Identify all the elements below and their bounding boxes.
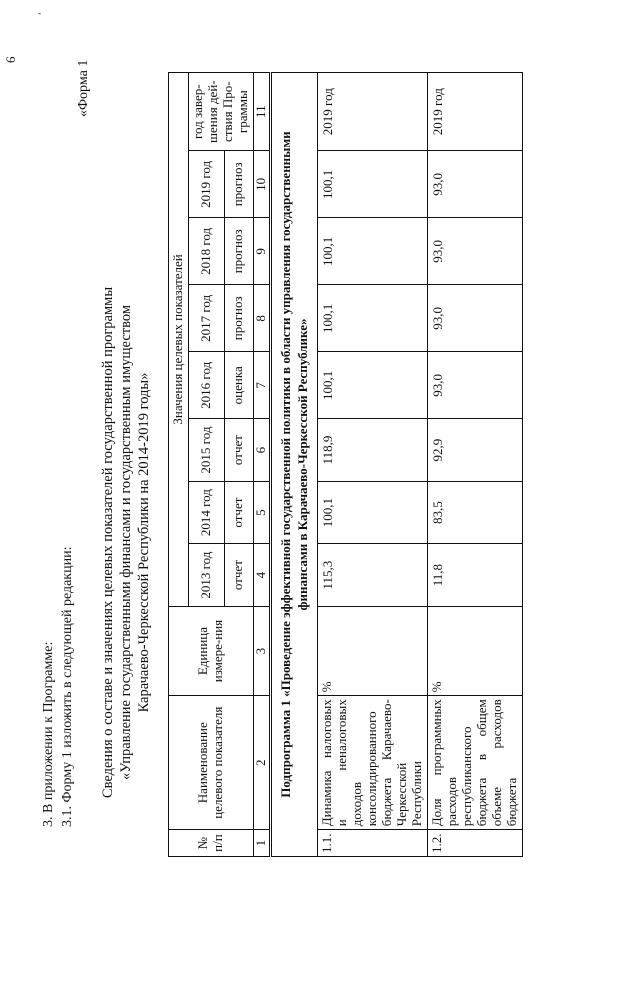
heading-line-1: Сведения о составе и значениях целевых показателей государственной программы <box>100 286 116 799</box>
column-number: 5 <box>253 481 270 544</box>
heading-line-3: Карачаево-Черкесской Республики на 2014-2019 годы» <box>136 372 152 713</box>
header-2018: 2018 год <box>188 218 224 285</box>
heading-line-2: «Управление государственными финансами и государственным имуществом <box>118 304 134 781</box>
row-value: 93,0 <box>427 285 522 352</box>
header-2016: 2016 год <box>188 352 224 419</box>
intro-line-1: 3. В приложении к Программе: <box>41 641 56 827</box>
header-num: № п/п <box>169 830 254 857</box>
row-value: 100,1 <box>318 218 428 285</box>
row-value: 100,1 <box>318 151 428 218</box>
status-cell: прогноз <box>224 151 253 218</box>
status-cell: отчет <box>224 481 253 544</box>
header-name: Наименование целевого показателя <box>169 696 254 830</box>
column-number: 8 <box>253 285 270 352</box>
status-cell: прогноз <box>224 218 253 285</box>
table-row <box>318 73 428 857</box>
subprogram-title: Подпрограмма 1 «Проведение эффективной государственной политики в области управления государственными финансами в Карачаево-Черкесской Республике» <box>270 73 318 857</box>
page-number: 6 <box>3 56 18 63</box>
header-2014: 2014 год <box>188 481 224 544</box>
row-value: 100,1 <box>318 285 428 352</box>
status-cell: прогноз <box>224 285 253 352</box>
row-value: 83,5 <box>427 481 522 544</box>
form-label: «Форма 1 <box>76 59 91 117</box>
column-number: 1 <box>253 830 270 857</box>
scan-mark: - <box>38 8 41 18</box>
column-number: 6 <box>253 419 270 482</box>
subprogram-row <box>270 73 318 857</box>
row-value: 100,1 <box>318 481 428 544</box>
indicators-table <box>168 72 523 857</box>
column-number: 7 <box>253 352 270 419</box>
row-name: Доля программных расходов республиканского бюджета в общем объеме расходов бюджета <box>427 696 522 830</box>
intro-line-2: 3.1. Форму 1 изложить в следующей редакции: <box>60 546 75 827</box>
column-numbers-row <box>253 73 270 857</box>
column-number: 11 <box>253 73 270 151</box>
status-cell: оценка <box>224 352 253 419</box>
header-2015: 2015 год <box>188 419 224 482</box>
header-end-year: год завер-шения дей-ствия Про-граммы <box>188 73 253 151</box>
row-value: 93,0 <box>427 218 522 285</box>
row-end-year: 2019 год <box>318 73 428 151</box>
header-values-group: Значения целевых показателей <box>169 73 189 607</box>
row-num: 1.2. <box>427 830 522 857</box>
row-unit: % <box>318 606 428 695</box>
column-number: 2 <box>253 696 270 830</box>
row-value: 115,3 <box>318 544 428 607</box>
row-value: 100,1 <box>318 352 428 419</box>
row-value: 118,9 <box>318 419 428 482</box>
column-number: 10 <box>253 151 270 218</box>
row-value: 11,8 <box>427 544 522 607</box>
header-unit: Единица измере-ния <box>169 606 254 695</box>
row-unit: % <box>427 606 522 695</box>
status-cell: отчет <box>224 544 253 607</box>
column-number: 9 <box>253 218 270 285</box>
header-2019: 2019 год <box>188 151 224 218</box>
column-number: 3 <box>253 606 270 695</box>
row-num: 1.1. <box>318 830 428 857</box>
header-2013: 2013 год <box>188 544 224 607</box>
header-row-1 <box>169 73 189 857</box>
row-value: 93,0 <box>427 151 522 218</box>
row-name: Динамика налоговых и неналоговых доходов консолидированного бюджета Карачаево-Черкесской Республики <box>318 696 428 830</box>
column-number: 4 <box>253 544 270 607</box>
row-value: 93,0 <box>427 352 522 419</box>
header-2017: 2017 год <box>188 285 224 352</box>
row-value: 92,9 <box>427 419 522 482</box>
table-row <box>427 73 522 857</box>
status-cell: отчет <box>224 419 253 482</box>
row-end-year: 2019 год <box>427 73 522 151</box>
